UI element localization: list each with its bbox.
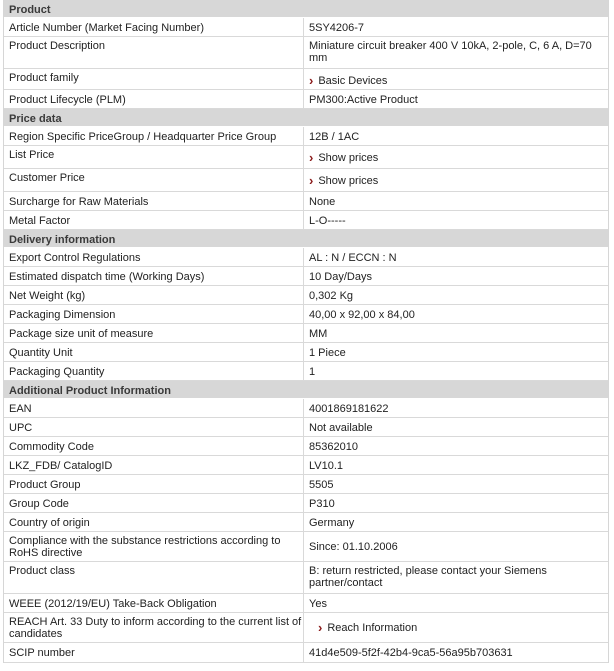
row-list-price [4, 146, 608, 169]
list-price-link[interactable]: Show prices [318, 152, 379, 164]
row-customer-price [4, 169, 608, 192]
upc-label: UPC [4, 418, 304, 436]
list-price-label: List Price [4, 146, 304, 168]
package-size-unit-label: Package size unit of measure [4, 324, 304, 342]
packaging-quantity-label: Packaging Quantity [4, 362, 304, 380]
package-size-unit-value: MM [309, 328, 328, 340]
customer-price-link[interactable]: Show prices [318, 175, 379, 187]
packaging-dimension-label: Packaging Dimension [4, 305, 304, 323]
article-number-label: Article Number (Market Facing Number) [4, 18, 304, 36]
metal-factor-label: Metal Factor [4, 211, 304, 229]
product-group-value: 5505 [309, 479, 334, 491]
ean-value: 4001869181622 [309, 403, 389, 415]
list-price-value [304, 146, 608, 168]
commodity-code-value: 85362010 [309, 441, 358, 453]
row-catalog-id [4, 456, 608, 475]
customer-price-label: Customer Price [4, 169, 304, 191]
scip-number-value: 41d4e509-5f2f-42b4-9ca5-56a95b703631 [309, 647, 513, 659]
article-number-value: 5SY4206-7 [309, 22, 365, 34]
group-code-value: P310 [309, 498, 335, 510]
commodity-code-label: Commodity Code [4, 437, 304, 455]
chevron-right-icon: › [309, 150, 314, 165]
row-product-group [4, 475, 608, 494]
chevron-right-icon: › [318, 620, 323, 635]
chevron-right-icon: › [309, 173, 314, 188]
product-class-label: Product class [4, 562, 304, 593]
dispatch-time-value: 10 Day/Days [309, 271, 372, 283]
weee-label: WEEE (2012/19/EU) Take-Back Obligation [4, 594, 304, 612]
section-price-title: Price data [4, 109, 608, 127]
net-weight-value: 0,302 Kg [309, 290, 354, 302]
chevron-right-icon: › [309, 73, 314, 88]
row-ean [4, 399, 608, 418]
row-metal-factor [4, 211, 608, 230]
catalog-id-value: LV10.1 [309, 460, 344, 472]
upc-value: Not available [309, 422, 373, 434]
row-quantity-unit [4, 343, 608, 362]
product-lifecycle-label: Product Lifecycle (PLM) [4, 90, 304, 108]
group-code-label: Group Code [4, 494, 304, 512]
section-additional-title: Additional Product Information [4, 381, 608, 399]
reach-label: REACH Art. 33 Duty to inform according to the current list of candidates [4, 613, 304, 642]
country-of-origin-value: Germany [309, 517, 355, 529]
quantity-unit-value: 1 Piece [309, 347, 346, 359]
export-control-label: Export Control Regulations [4, 248, 304, 266]
product-family-link[interactable]: Basic Devices [318, 75, 388, 87]
surcharge-label: Surcharge for Raw Materials [4, 192, 304, 210]
row-article-number [4, 18, 608, 37]
row-export-control [4, 248, 608, 267]
surcharge-value: None [309, 196, 336, 208]
product-data-table [3, 0, 609, 663]
export-control-value: AL : N / ECCN : N [309, 252, 397, 264]
row-upc [4, 418, 608, 437]
reach-value [304, 613, 608, 642]
section-delivery-title: Delivery information [4, 230, 608, 248]
ean-label: EAN [4, 399, 304, 417]
quantity-unit-label: Quantity Unit [4, 343, 304, 361]
row-surcharge [4, 192, 608, 211]
row-product-class [4, 562, 608, 594]
catalog-id-label: LKZ_FDB/ CatalogID [4, 456, 304, 474]
row-price-group [4, 127, 608, 146]
product-lifecycle-value: PM300:Active Product [309, 94, 418, 106]
product-description-label: Product Description [4, 37, 304, 68]
rohs-value: Since: 01.10.2006 [309, 541, 398, 553]
row-product-lifecycle [4, 90, 608, 109]
net-weight-label: Net Weight (kg) [4, 286, 304, 304]
product-group-label: Product Group [4, 475, 304, 493]
price-group-label: Region Specific PriceGroup / Headquarter Price Group [4, 127, 304, 145]
row-reach [4, 613, 608, 643]
product-class-value: B: return restricted, please contact your Siemens partner/contact [309, 565, 547, 589]
metal-factor-value: L-O----- [309, 215, 346, 227]
section-product-title: Product [4, 0, 608, 18]
product-description-value: Miniature circuit breaker 400 V 10kA, 2-pole, C, 6 A, D=70 mm [309, 40, 592, 64]
row-scip-number [4, 643, 608, 663]
packaging-quantity-value: 1 [309, 366, 316, 378]
product-family-value [304, 69, 608, 89]
row-packaging-dimension [4, 305, 608, 324]
row-group-code [4, 494, 608, 513]
row-product-family [4, 69, 608, 90]
price-group-value: 12B / 1AC [309, 131, 360, 143]
row-product-description [4, 37, 608, 69]
row-country-of-origin [4, 513, 608, 532]
row-weee [4, 594, 608, 613]
row-package-size-unit [4, 324, 608, 343]
product-family-label: Product family [4, 69, 304, 89]
row-commodity-code [4, 437, 608, 456]
row-rohs [4, 532, 608, 562]
dispatch-time-label: Estimated dispatch time (Working Days) [4, 267, 304, 285]
scip-number-label: SCIP number [4, 643, 304, 662]
row-packaging-quantity [4, 362, 608, 381]
country-of-origin-label: Country of origin [4, 513, 304, 531]
weee-value: Yes [309, 598, 327, 610]
packaging-dimension-value: 40,00 x 92,00 x 84,00 [309, 309, 415, 321]
rohs-label: Compliance with the substance restrictions according to RoHS directive [4, 532, 304, 561]
reach-information-link[interactable]: Reach Information [327, 622, 418, 634]
customer-price-value [304, 169, 608, 191]
row-net-weight [4, 286, 608, 305]
row-dispatch-time [4, 267, 608, 286]
